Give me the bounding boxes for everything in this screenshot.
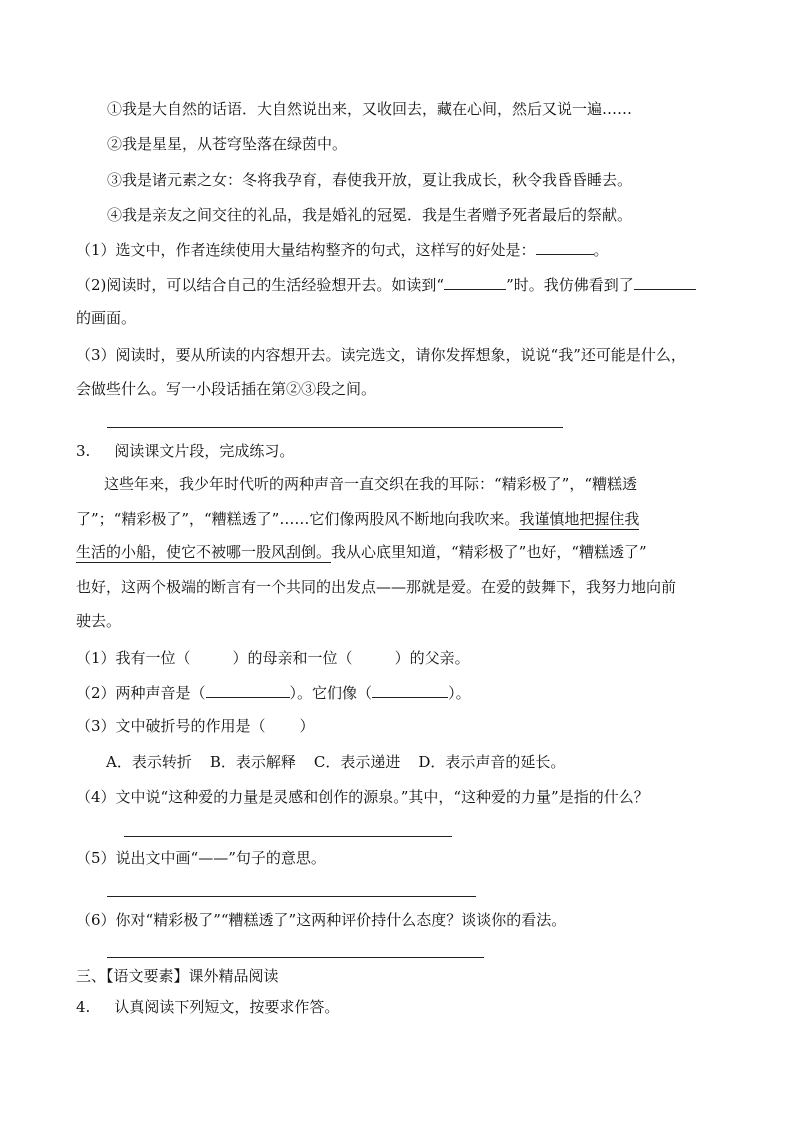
poem-line-1: ①我是大自然的话语．大自然说出来，又收回去，藏在心间，然后又说一遍…… [107,100,633,118]
answer-blank[interactable] [634,275,696,290]
poem-line-2: ②我是星星，从苍穹坠落在绿茵中。 [107,135,348,153]
q3-item-4: （4）文中说“这种爱的力量是灵感和创作的源泉。”其中，“这种爱的力量”是指的什么？ [76,788,649,806]
q3-passage-line-3: 生活的小船，使它不被哪一股风刮倒。我从心底里知道，“精彩极了”也好，“糟糕透了” [76,543,647,561]
q3-item-1: （1）我有一位（ ）的母亲和一位（ ）的父亲。 [76,649,470,667]
q1-item-1: （1）选文中，作者连续使用大量结构整齐的句式，这样写的好处是： 。 [76,241,609,259]
q4-header: 4. 认真阅读下列短文，按要求作答。 [76,998,340,1016]
option-d[interactable]: D．表示声音的延长。 [418,753,566,771]
answer-line[interactable] [107,427,563,428]
underlined-sentence: 我谨慎地把握住我 [519,510,640,528]
option-c[interactable]: C．表示递进 [313,753,401,771]
q1-item-2: （2)阅读时，可以结合自己的生活经验想开去。如读到“ ”时。我仿佛看到了 [76,275,696,295]
poem-line-4: ④我是亲友之间交往的礼品，我是婚礼的冠冕．我是生者赠予死者最后的祭献。 [107,206,633,224]
q3-options [106,752,565,772]
option-b[interactable]: B．表示解释 [209,753,296,771]
answer-line[interactable] [124,836,452,837]
poem-line-3: ③我是诸元素之女：冬将我孕育，春使我开放，夏让我成长，秋令我昏昏睡去。 [107,171,633,189]
q3-item-5: （5）说出文中画“——”句子的意思。 [76,849,326,867]
q1-item-3-cont: 会做些什么。写一小段话插在第②③段之间。 [76,380,377,398]
underlined-sentence: 生活的小船，使它不被哪一股风刮倒。 [76,543,332,561]
q3-passage-line-2: 了”；“精彩极了”，“糟糕透了”……它们像两股风不断地向我吹来。我谨慎地把握住我 [76,510,640,528]
answer-blank[interactable] [372,683,448,698]
q3-passage-line-5: 驶去。 [76,612,122,630]
q1-item-3: （3）阅读时，要从所读的内容想开去。读完选文，请你发挥想象，说说“我”还可能是什么， [76,346,686,364]
answer-blank[interactable] [444,275,506,290]
answer-blank[interactable] [536,240,594,255]
q3-passage-line-1: 这些年来，我少年时代听的两种声音一直交织在我的耳际：“精彩极了”，“糟糕透 [104,475,638,493]
q3-header: 3. 阅读课文片段，完成练习。 [76,442,295,460]
q3-passage-line-4: 也好，这两个极端的断言有一个共同的出发点——那就是爱。在爱的鼓舞下，我努力地向前 [76,578,677,596]
answer-line[interactable] [107,896,476,897]
q3-item-6: （6）你对“精彩极了”“糟糕透了”这两种评价持什么态度？谈谈你的看法。 [76,911,567,929]
answer-line[interactable] [107,957,484,958]
q3-item-2: （2）两种声音是（ ）。它们像（ ）。 [76,684,471,702]
q1-item-2-cont: 的画面。 [76,309,137,327]
q3-item-3: （3）文中破折号的作用是（ ） [76,717,315,735]
answer-blank[interactable] [206,683,290,698]
section-heading: 三、【语文要素】课外精品阅读 [76,967,279,985]
option-a[interactable]: A．表示转折 [106,753,192,771]
